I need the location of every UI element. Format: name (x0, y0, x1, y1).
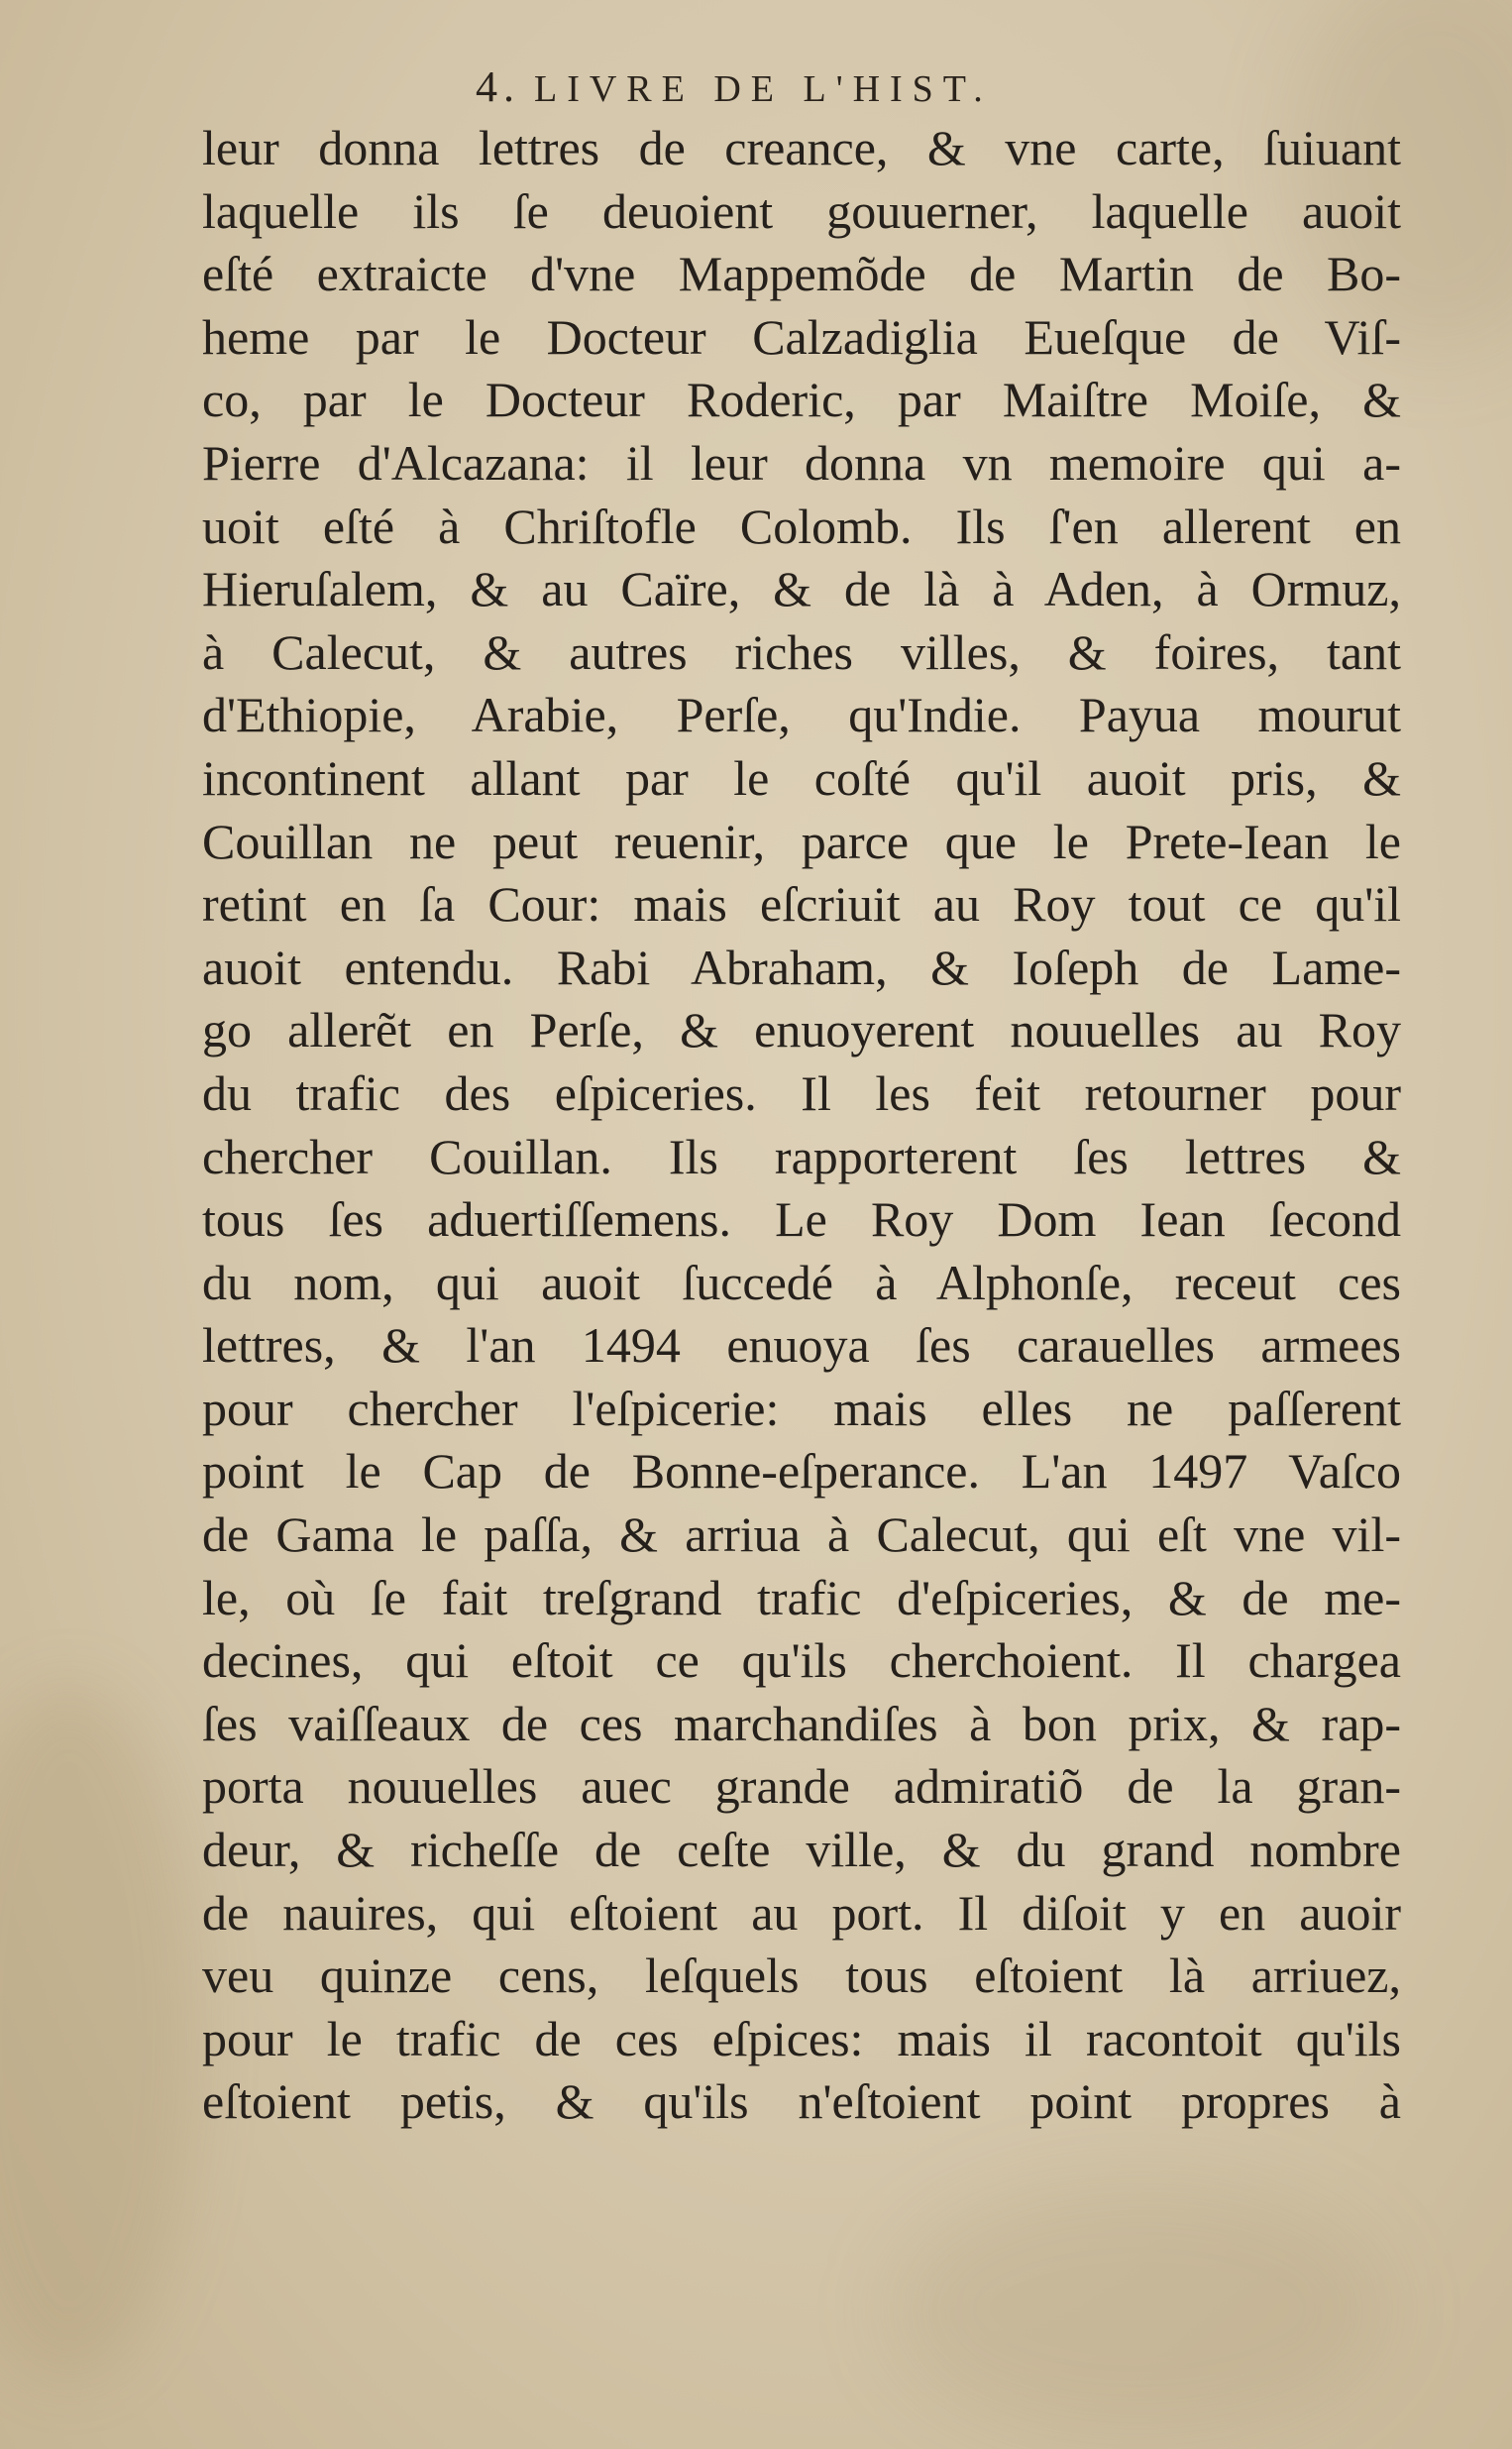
text-line: le, où ſe fait treſgrand trafic d'eſpiceries, & de me- (202, 1569, 1401, 1625)
text-line: Pierre d'Alcazana: il leur donna vn memoire qui a- (202, 434, 1401, 491)
text-line: de Gama le paſſa, & arriua à Calecut, qui eſt vne vil- (202, 1506, 1401, 1563)
text-line: porta nouuelles auec grande admiratiõ de la gran- (202, 1758, 1401, 1815)
text-line: veu quinze cens, leſquels tous eſtoient là arriuez, (202, 1948, 1401, 2004)
text-line: d'Ethiopie, Arabie, Perſe, qu'Indie. Payua mourut (202, 687, 1401, 743)
text-line: deur, & richeſſe de ceſte ville, & du grand nombre (202, 1822, 1401, 1878)
text-line: à Calecut, & autres riches villes, & foires, tant (202, 623, 1401, 680)
text-line: heme par le Docteur Calzadiglia Eueſque de Viſ- (202, 308, 1401, 365)
text-line: laquelle ils ſe deuoient gouuerner, laquelle auoit (202, 182, 1401, 239)
text-line: ſes vaiſſeaux de ces marchandiſes à bon prix, & rap- (202, 1695, 1401, 1751)
paper-stain (892, 2180, 1387, 2438)
paper-stain (0, 1685, 198, 2379)
text-line: decines, qui eſtoit ce qu'ils cherchoient. Il chargea (202, 1632, 1401, 1689)
text-line: lettres, & l'an 1494 enuoya ſes carauelles armees (202, 1317, 1401, 1374)
running-header (476, 61, 993, 112)
text-line: Couillan ne peut reuenir, parce que le Prete-Iean le (202, 813, 1401, 869)
text-line: co, par le Docteur Roderic, par Maiſtre Moiſe, & (202, 372, 1401, 428)
text-line: du nom, qui auoit ſuccedé à Alphonſe, receut ces (202, 1254, 1401, 1310)
text-line: uoit eſté à Chriſtofle Colomb. Ils ſ'en allerent en (202, 498, 1401, 554)
text-line: tous ſes aduertiſſemens. Le Roy Dom Iean ſecond (202, 1191, 1401, 1248)
text-line: Hieruſalem, & au Caïre, & de là à Aden, à Ormuz, (202, 561, 1401, 617)
body-text (202, 117, 1401, 2134)
text-line: chercher Couillan. Ils rapporterent ſes lettres & (202, 1128, 1401, 1184)
text-line: eſté extraicte d'vne Mappemõde de Martin de Bo- (202, 246, 1401, 302)
text-line: pour le trafic de ces eſpices: mais il racontoit qu'ils (202, 2010, 1401, 2066)
text-line: de nauires, qui eſtoient au port. Il diſoit y en auoir (202, 1884, 1401, 1941)
text-line: point le Cap de Bonne-eſperance. L'an 1497 Vaſco (202, 1443, 1401, 1500)
text-line: leur donna lettres de creance, & vne carte, ſuiuant (202, 120, 1401, 175)
page-number: 4. (476, 62, 520, 111)
text-line: du trafic des eſpiceries. Il les feit retourner pour (202, 1064, 1401, 1121)
text-line: eſtoient petis, & qu'ils n'eſtoient point propres à (202, 2073, 1401, 2130)
text-line: auoit entendu. Rabi Abraham, & Ioſeph de Lame- (202, 939, 1401, 995)
text-line: incontinent allant par le coſté qu'il auoit pris, & (202, 749, 1401, 806)
running-title: LIVRE DE L'HIST. (534, 68, 993, 110)
text-line: pour chercher l'eſpicerie: mais elles ne paſſerent (202, 1380, 1401, 1436)
text-line: retint en ſa Cour: mais eſcriuit au Roy tout ce qu'il (202, 876, 1401, 933)
text-line: go allerẽt en Perſe, & enuoyerent nouuelles au Roy (202, 1002, 1401, 1058)
